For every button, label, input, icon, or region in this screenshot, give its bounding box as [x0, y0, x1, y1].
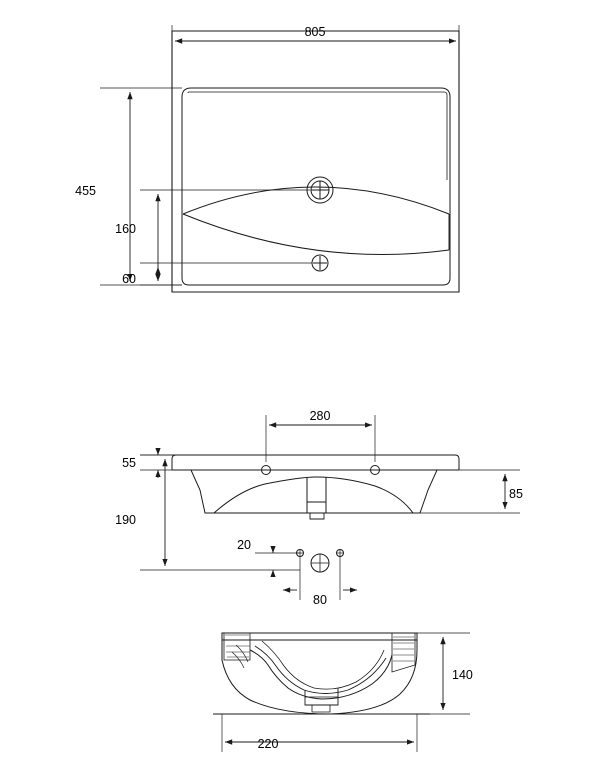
- side-section-geometry: [213, 633, 430, 714]
- dim-60: [140, 263, 312, 281]
- dim-160: [140, 190, 310, 285]
- dim-label-220: 220: [257, 737, 279, 751]
- dim-55: [140, 448, 176, 478]
- dim-label-190: 190: [115, 513, 136, 527]
- front-section-geometry: [172, 455, 459, 519]
- dim-label-455: 455: [75, 184, 96, 198]
- top-view-geometry: [172, 31, 459, 292]
- waste-detail: [297, 550, 344, 573]
- dim-label-60: 60: [122, 272, 136, 286]
- dim-label-280: 280: [309, 409, 331, 423]
- dim-label-140: 140: [452, 668, 473, 682]
- dim-label-80: 80: [313, 593, 327, 607]
- dim-455: [100, 88, 182, 285]
- dim-label-55: 55: [122, 456, 136, 470]
- dim-label-20: 20: [237, 538, 251, 552]
- dim-label-805: 805: [304, 25, 326, 39]
- dim-label-160: 160: [115, 222, 136, 236]
- dim-220: [222, 714, 417, 752]
- dim-85: [420, 470, 520, 513]
- dim-20: [255, 546, 300, 577]
- dim-label-85: 85: [509, 487, 523, 501]
